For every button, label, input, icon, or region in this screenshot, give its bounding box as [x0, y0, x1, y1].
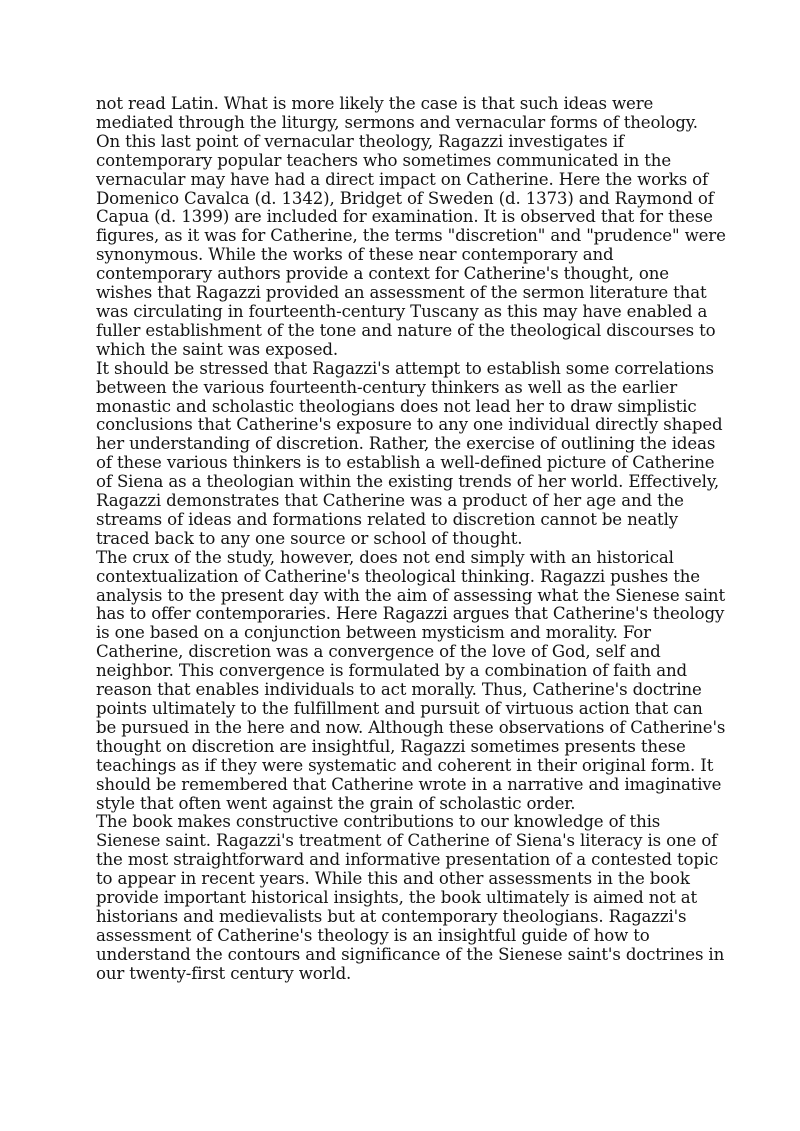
- paragraph-conclusion: The book makes constructive contributions to our knowledge of this Sienese saint. Ragazzi's treatment of Catherine of Siena's literacy is one of the most straightforward and informative presentation of a contested topic to appear in recent years. While this and other assessments in the book provide important historical insights, the book ultimately is aimed not at historians and medievalists but at contemporary theologians. Ragazzi's assessment of Catherine's theology is an insightful guide of how to understand the contours and significance of the Sienese saint's doctrines in our twenty-first century world.: [96, 812, 725, 983]
- paragraph-vernacular-theology: not read Latin. What is more likely the case is that such ideas were mediated through the liturgy, sermons and vernacular forms of theology. On this last point of vernacular theology, Ragazzi investigates if contemporary popular teachers who sometimes communicated in the vernacular may have had a direct impact on Catherine. Here the works of Domenico Cavalca (d. 1342), Bridget of Sweden (d. 1373) and Raymond of Capua (d. 1399) are included for examination. It is observed that for these figures, as it was for Catherine, the terms "discretion" and "prudence" were synonymous. While the works of these near contemporary and contemporary authors provide a context for Catherine's thought, one wishes that Ragazzi provided an assessment of the sermon literature that was circulating in fourteenth-century Tuscany as this may have enabled a fuller establishment of the tone and nature of the theological discourses to which the saint was exposed.: [96, 94, 726, 359]
- document-body: [96, 95, 726, 984]
- paragraph-correlations: It should be stressed that Ragazzi's attempt to establish some correlations between the various fourteenth-century thinkers as well as the earlier monastic and scholastic theologians does not lead her to draw simplistic conclusions that Catherine's exposure to any one individual directly shaped her understanding of discretion. Rather, the exercise of outlining the ideas of these various thinkers is to establish a well-defined picture of Catherine of Siena as a theologian within the existing trends of her world. Effectively, Ragazzi demonstrates that Catherine was a product of her age and the streams of ideas and formations related to discretion cannot be neatly traced back to any one source or school of thought.: [96, 358, 723, 548]
- paragraph-crux-of-study: The crux of the study, however, does not end simply with an historical contextualization of Catherine's theological thinking. Ragazzi pushes the analysis to the present day with the aim of assessing what the Sienese saint has to offer contemporaries. Here Ragazzi argues that Catherine's theology is one based on a conjunction between mysticism and morality. For Catherine, discretion was a convergence of the love of God, self and neighbor. This convergence is formulated by a combination of faith and reason that enables individuals to act morally. Thus, Catherine's doctrine points ultimately to the fulfillment and pursuit of virtuous action that can be pursued in the here and now. Although these observations of Catherine's thought on discretion are insightful, Ragazzi sometimes presents these teachings as if they were systematic and coherent in their original form. It should be remembered that Catherine wrote in a narrative and imaginative style that often went against the grain of scholastic order.: [96, 547, 726, 813]
